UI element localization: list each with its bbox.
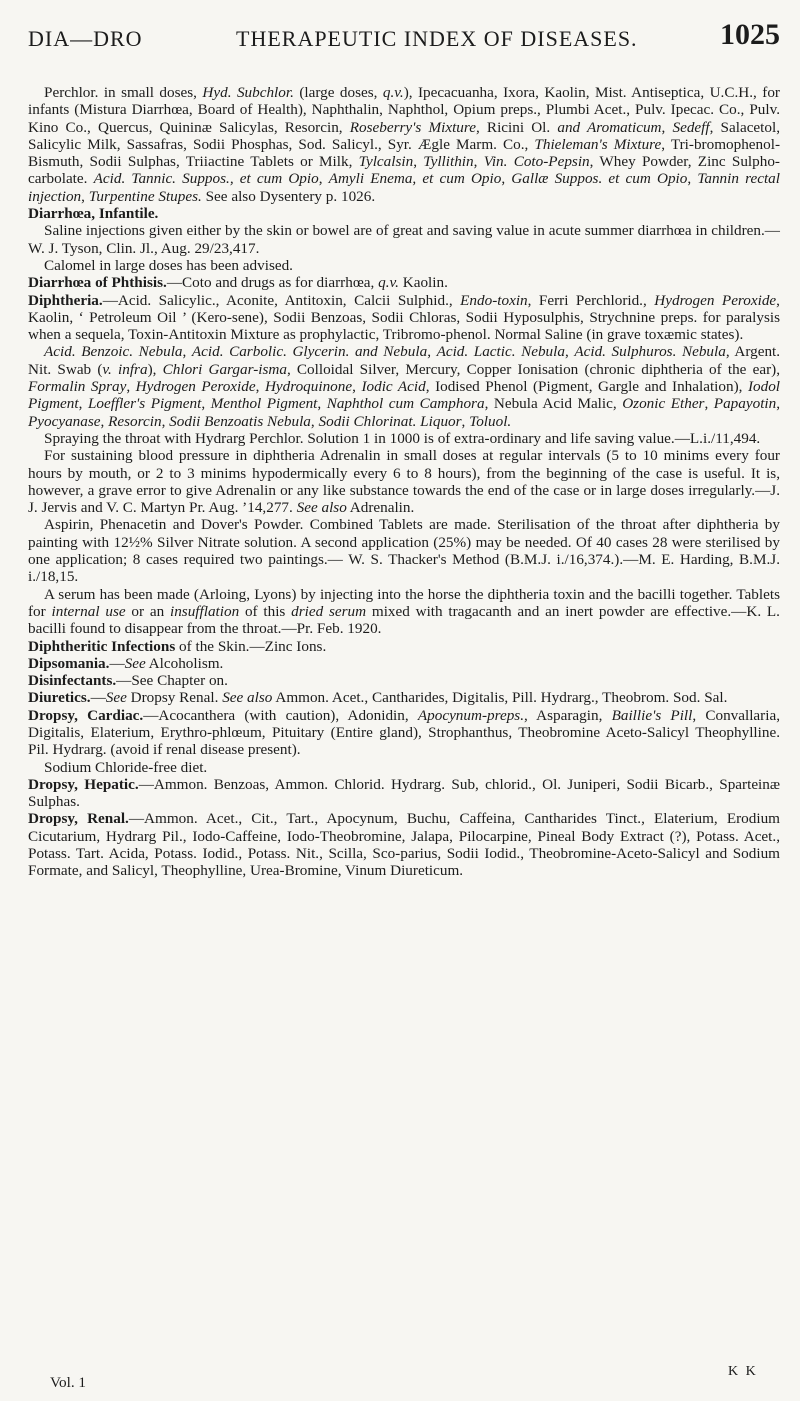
index-entry: Disinfectants.—See Chapter on. (28, 672, 228, 690)
index-entry: For sustaining blood pressure in diphtheria Adrenalin in small doses at regular intervals (5 to 10 minims every four hours by mouth, or 2 to 3 minims hypodermically every 6 to 8 hours), from the beginning of the case is useful. It is, however, a grave error to give Adrenalin or any like substance towards the end of the case or in large doses irregularly.—J. J. Jervis and V. C. Martyn Pr. Aug. ’14,277. See also Adrenalin. (28, 447, 780, 517)
index-entry: Perchlor. in small doses, Hyd. Subchlor. (large doses, q.v.), Ipecacuanha, Ixora, Kaolin, Mist. Antiseptica, U.C.H., for infants (Mistura Diarrhœa, Board of Health), Naphthalin, Naphthol, Opium preps., Plumbi Acet., Pulv. Ipecac. Co., Pulv. Kino Co., Quercus, Quininæ Salicylas, Resorcin, Roseberry's Mixture, Ricini Ol. and Aromaticum, Sedeff, Salacetol, Salicylic Milk, Sassafras, Sodii Phosphas, Sod. Salicyl., Syr. Ægle Marm. Co., Thieleman's Mixture, Tri-bromophenol-Bismuth, Sodii Sulphas, Triiactine Tablets or Milk, Tylcalsin, Tyllithin, Vin. Coto-Pepsin, Whey Powder, Zinc Sulpho-carbolate. Acid. Tannic. Suppos., et cum Opio, Amyli Enema, et cum Opio, Gallæ Suppos. et cum Opio, Tannin rectal injection, Turpentine Stupes. See also Dysentery p. 1026. (28, 84, 781, 205)
index-entry: Acid. Benzoic. Nebula, Acid. Carbolic. Glycerin. and Nebula, Acid. Lactic. Nebula, Acid. Sulphuros. Nebula, Argent. Nit. Swab (v. infra), Chlori Gargar-isma, Colloidal Silver, Mercury, Copper Ionisation (chronic diphtheria of the ear), Formalin Spray, Hydrogen Peroxide, Hydroquinone, Iodic Acid, Iodised Phenol (Pigment, Gargle and Inhalation), Iodol Pigment, Loeffler's Pigment, Menthol Pigment, Naphthol cum Camphora, Nebula Acid Malic, Ozonic Ether, Papayotin, Pyocyanase, Resorcin, Sodii Benzoatis Nebula, Sodii Chlorinat. Liquor, Toluol. (28, 343, 781, 430)
index-entry: Spraying the throat with Hydrarg Perchlor. Solution 1 in 1000 is of extra-ordinary and life saving value.—L.i./11,494. (44, 429, 761, 447)
index-entry: A serum has been made (Arloing, Lyons) by injecting into the horse the diphtheria toxin and the bacilli together. Tablets for internal use or an insufflation of this dried serum mixed with tragacanth and an inert powder are effective.—K. L. bacilli found to disappear from the throat.—Pr. Feb. 1920. (28, 585, 780, 638)
page-number: 1025 (720, 18, 780, 51)
index-entry: Diarrhœa of Phthisis.—Coto and drugs as for diarrhœa, q.v. Kaolin. (28, 274, 448, 292)
index-entry: Dipsomania.—See Alcoholism. (28, 654, 224, 672)
index-body (28, 84, 780, 880)
index-entry: Diphtheritic Infections of the Skin.—Zinc Ions. (28, 637, 327, 655)
index-entry: Dropsy, Cardiac.—Acocanthera (with caution), Adonidin, Apocynum-preps., Asparagin, Baillie's Pill, Convallaria, Digitalis, Elaterium, Erythro-phlœum, Pituitary (Entire gland), Strophanthus, Theobromine Aceto-Salicyl Theophylline. Pil. Hydrarg. (avoid if renal disease present). (28, 706, 780, 759)
index-entry: Dropsy, Hepatic.—Ammon. Benzoas, Ammon. Chlorid. Hydrarg. Sub, chlorid., Ol. Juniperi, Sodii Bicarb., Sparteinæ Sulphas. (28, 775, 781, 811)
header-title: THERAPEUTIC INDEX OF DISEASES. (236, 26, 638, 51)
index-entry: Sodium Chloride-free diet. (44, 758, 208, 776)
index-entry: Diuretics.—See Dropsy Renal. See also Ammon. Acet., Cantharides, Digitalis, Pill. Hydrarg., Theobrom. Sod. Sal. (28, 689, 728, 707)
signature-mark: K K (728, 1364, 758, 1379)
header-range: DIA—DRO (28, 26, 143, 51)
index-entry: Diphtheria.—Acid. Salicylic., Aconite, Antitoxin, Calcii Sulphid., Endo-toxin, Ferri Perchlorid., Hydrogen Peroxide, Kaolin, ‘ Petroleum Oil ’ (Kero-sene), Sodii Benzoas, Sodii Chloras, Sodii Hyposulphis, Strychnine preps. for paralysis when a sequela, Toxin-Antitoxin Mixture as prophylactic, Tribromo-phenol. Normal Saline (in grave toxæmic states). (28, 291, 780, 344)
index-entry: Dropsy, Renal.—Ammon. Acet., Cit., Tart., Apocynum, Buchu, Caffeina, Cantharides Tinct., Elaterium, Erodium Cicutarium, Hydrarg Pil., Iodo-Caffeine, Iodo-Theobromine, Jalapa, Pilocarpine, Pineal Body Extract (?), Potass. Acet., Potass. Tart. Acida, Potass. Iodid., Potass. Nit., Scilla, Sco-parius, Sodii Iodid., Theobromine-Aceto-Salicyl and Sodium Formate, and Salicyl, Theophylline, Urea-Bromine, Vinum Diureticum. (28, 810, 780, 880)
index-entry: Diarrhœa, Infantile. (28, 205, 159, 223)
running-header (28, 18, 780, 58)
index-entry: Saline injections given either by the skin or bowel are of great and saving value in acute summer diarrhœa in children.—W. J. Tyson, Clin. Jl., Aug. 29/23,417. (28, 222, 780, 257)
index-entry: Aspirin, Phenacetin and Dover's Powder. Combined Tablets are made. Sterilisation of the throat after diphtheria by painting with 12½% Silver Nitrate solution. A second application (25%) may be needed. Of 40 cases 28 were sterilised by one application; 8 cases required two paintings.— W. S. Thacker's Method (B.M.J. i./16,374.).—M. E. Harding, B.M.J. i./18,15. (28, 516, 780, 586)
index-entry: Calomel in large doses has been advised. (44, 256, 293, 274)
volume-label: Vol. 1 (50, 1374, 87, 1391)
